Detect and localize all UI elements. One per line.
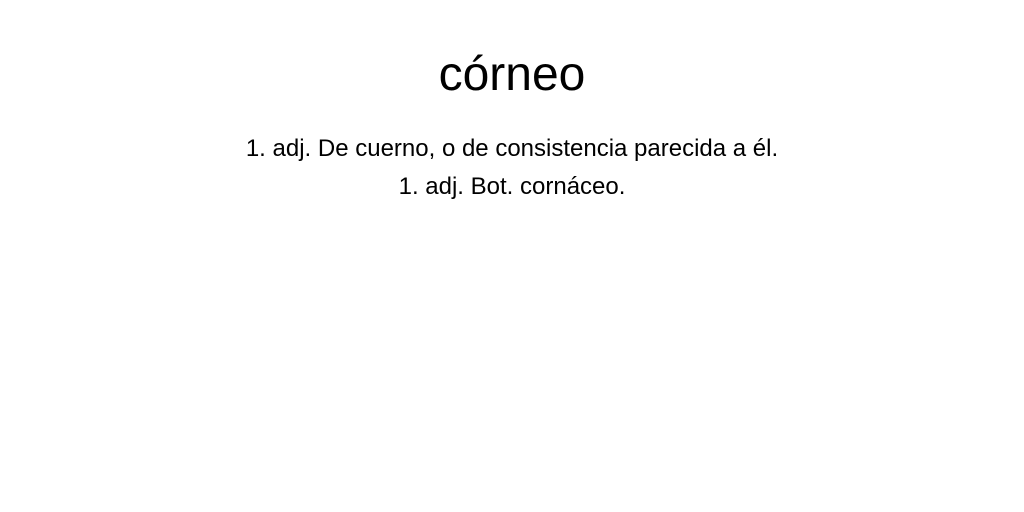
definition-item: 1. adj. De cuerno, o de consistencia parecida a él. [245, 135, 779, 162]
entry-term: córneo [438, 48, 586, 101]
definition-list [0, 130, 1024, 206]
definition-item: 1. adj. Bot. cornáceo. [398, 173, 626, 200]
